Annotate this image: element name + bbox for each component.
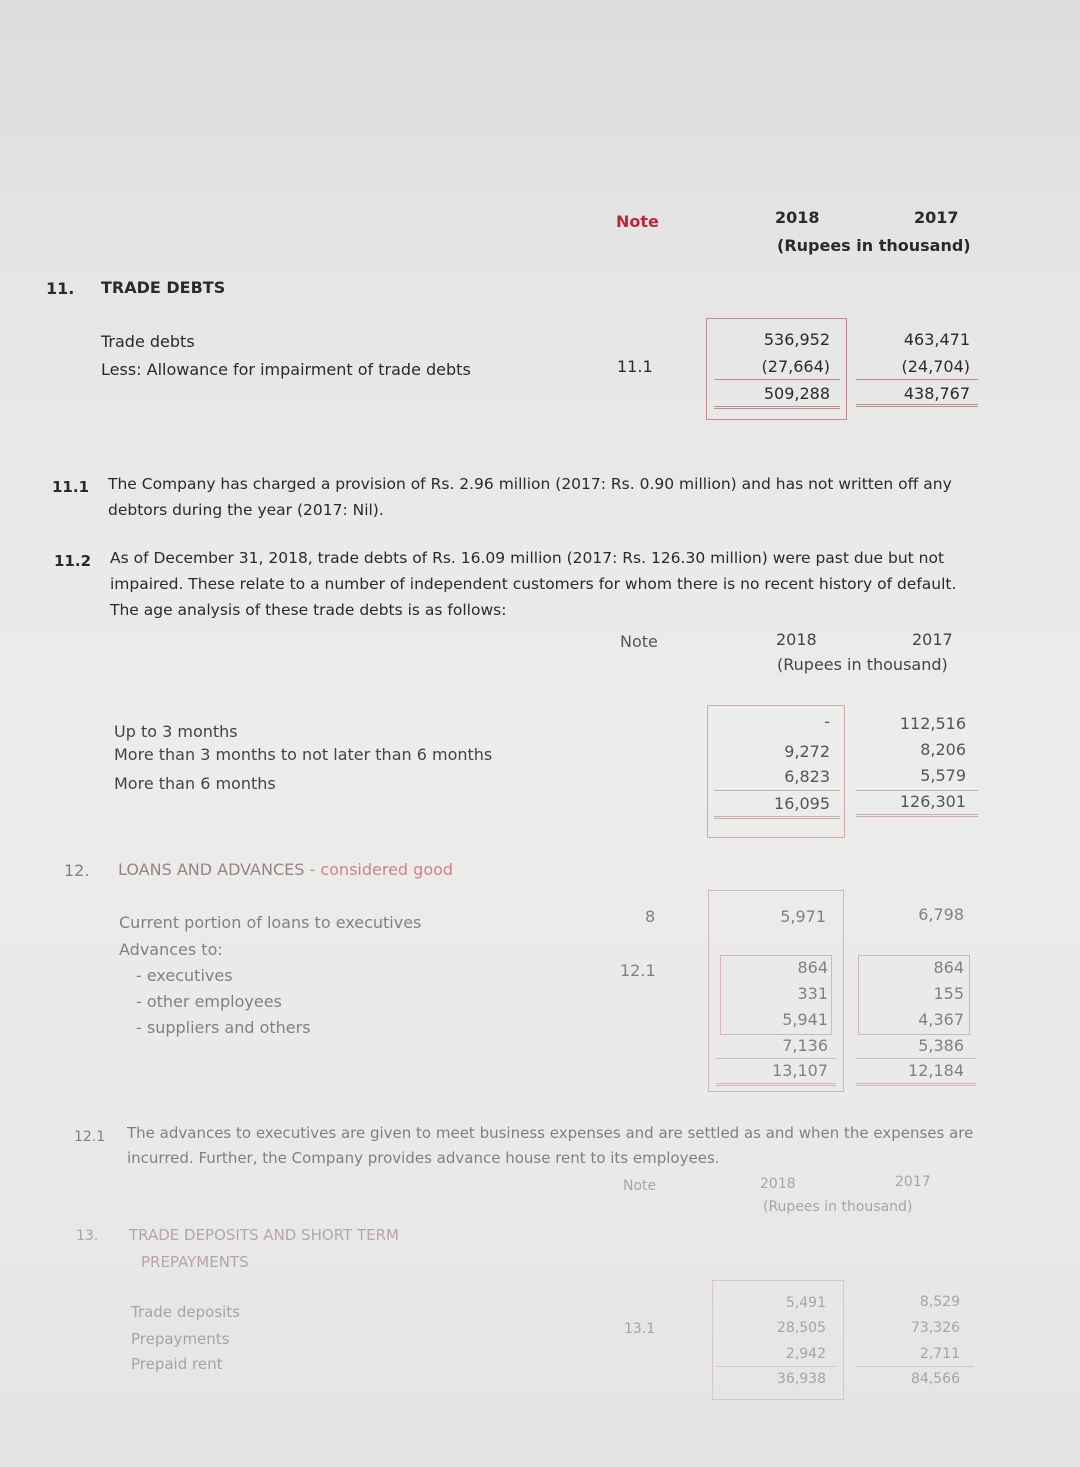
value-2018: (27,664)	[761, 357, 830, 376]
subtotal-2018: 7,136	[782, 1036, 828, 1055]
row-label: Trade debts	[101, 332, 195, 351]
row-label: - other employees	[136, 992, 282, 1011]
note-column-header: Note	[620, 632, 658, 651]
value-2018: 536,952	[763, 330, 830, 349]
total-2018: 16,095	[774, 794, 830, 813]
section-title: TRADE DEBTS	[101, 278, 226, 297]
note-number: 11.1	[52, 478, 90, 496]
value-2017: 463,471	[903, 330, 970, 349]
value-2018: 6,823	[784, 767, 830, 786]
row-label: Trade deposits	[131, 1303, 240, 1321]
value-2018: 9,272	[784, 742, 830, 761]
total-2018: 36,938	[777, 1371, 826, 1387]
row-label: Prepaid rent	[131, 1355, 223, 1373]
year-2017-header: 2017	[895, 1174, 931, 1190]
row-note: 11.1	[617, 357, 653, 376]
note-text: The advances to executives are given to meet business expenses and are settled as and when the expenses are incurred. Further, the Company provides advance house rent to its employees.	[127, 1124, 974, 1167]
subtotal-rule	[856, 1366, 974, 1367]
value-2017: 112,516	[899, 714, 966, 733]
total-2018: 509,288	[763, 384, 830, 403]
section-title: TRADE DEPOSITS AND SHORT TERM	[129, 1226, 399, 1244]
value-2018: -	[824, 712, 830, 731]
total-2018: 13,107	[772, 1061, 828, 1080]
value-2017: 155	[933, 984, 964, 1003]
row-label: More than 6 months	[114, 774, 276, 793]
section-title-continued: PREPAYMENTS	[141, 1253, 249, 1271]
year-2018-header: 2018	[775, 208, 820, 227]
total-2017: 438,767	[903, 384, 970, 403]
value-2017: 8,529	[919, 1294, 960, 1310]
value-2017: 8,206	[920, 740, 966, 759]
section-number: 11.	[46, 279, 75, 298]
value-2018: 28,505	[777, 1320, 826, 1336]
note-number: 11.2	[54, 552, 92, 570]
year-2018-header: 2018	[760, 1176, 796, 1192]
row-label: Advances to:	[119, 940, 223, 959]
value-2017: 4,367	[918, 1010, 964, 1029]
year-2017-header: 2017	[914, 208, 959, 227]
row-label: - suppliers and others	[136, 1018, 311, 1037]
row-note: 8	[645, 907, 656, 926]
value-2017: 864	[933, 958, 964, 977]
value-2018: 2,942	[785, 1346, 826, 1362]
total-2017: 126,301	[899, 792, 966, 811]
row-label: - executives	[136, 966, 233, 985]
note-column-header: Note	[623, 1178, 657, 1194]
section-title-main: LOANS AND ADVANCES	[118, 860, 305, 879]
row-note: 12.1	[620, 961, 656, 980]
note-number: 12.1	[74, 1129, 106, 1145]
value-2017: 2,711	[919, 1346, 960, 1362]
subtotal-rule	[716, 1366, 836, 1367]
value-2018: 331	[797, 984, 828, 1003]
unit-label: (Rupees in thousand)	[763, 1199, 913, 1215]
section-number: 12.	[64, 861, 90, 880]
value-2018: 864	[797, 958, 828, 977]
row-label: More than 3 months to not later than 6 months	[114, 745, 493, 764]
row-label: Prepayments	[131, 1330, 230, 1348]
value-2017: 5,579	[920, 766, 966, 785]
year-2017-header: 2017	[912, 630, 953, 649]
total-2017: 12,184	[908, 1061, 964, 1080]
value-2018: 5,491	[785, 1295, 826, 1311]
row-label: Less: Allowance for impairment of trade debts	[101, 360, 471, 379]
note-text: The Company has charged a provision of Rs. 2.96 million (2017: Rs. 0.90 million) and has not written off any debtors during the year (2017: Nil).	[108, 475, 952, 519]
note-column-header: Note	[616, 212, 659, 231]
note-text: As of December 31, 2018, trade debts of Rs. 16.09 million (2017: Rs. 126.30 million) were past due but not impaired. These relate to a number of independent customers for whom there is no recent history of default. The age analysis of these trade debts is as follows:	[110, 549, 957, 619]
total-2017: 84,566	[911, 1371, 960, 1387]
row-label: Current portion of loans to executives	[119, 913, 422, 932]
section-number: 13.	[76, 1228, 99, 1244]
value-2018: 5,971	[780, 907, 826, 926]
row-label: Up to 3 months	[114, 722, 238, 741]
unit-label: (Rupees in thousand)	[777, 655, 948, 674]
value-2017: 6,798	[918, 905, 964, 924]
unit-label: (Rupees in thousand)	[777, 236, 971, 255]
row-note: 13.1	[624, 1321, 656, 1337]
value-2017: 73,326	[911, 1320, 960, 1336]
section-title-qualifier: - considered good	[304, 860, 454, 879]
subtotal-2017: 5,386	[918, 1036, 964, 1055]
year-2018-header: 2018	[776, 630, 817, 649]
value-2018: 5,941	[782, 1010, 828, 1029]
value-2017: (24,704)	[901, 357, 970, 376]
